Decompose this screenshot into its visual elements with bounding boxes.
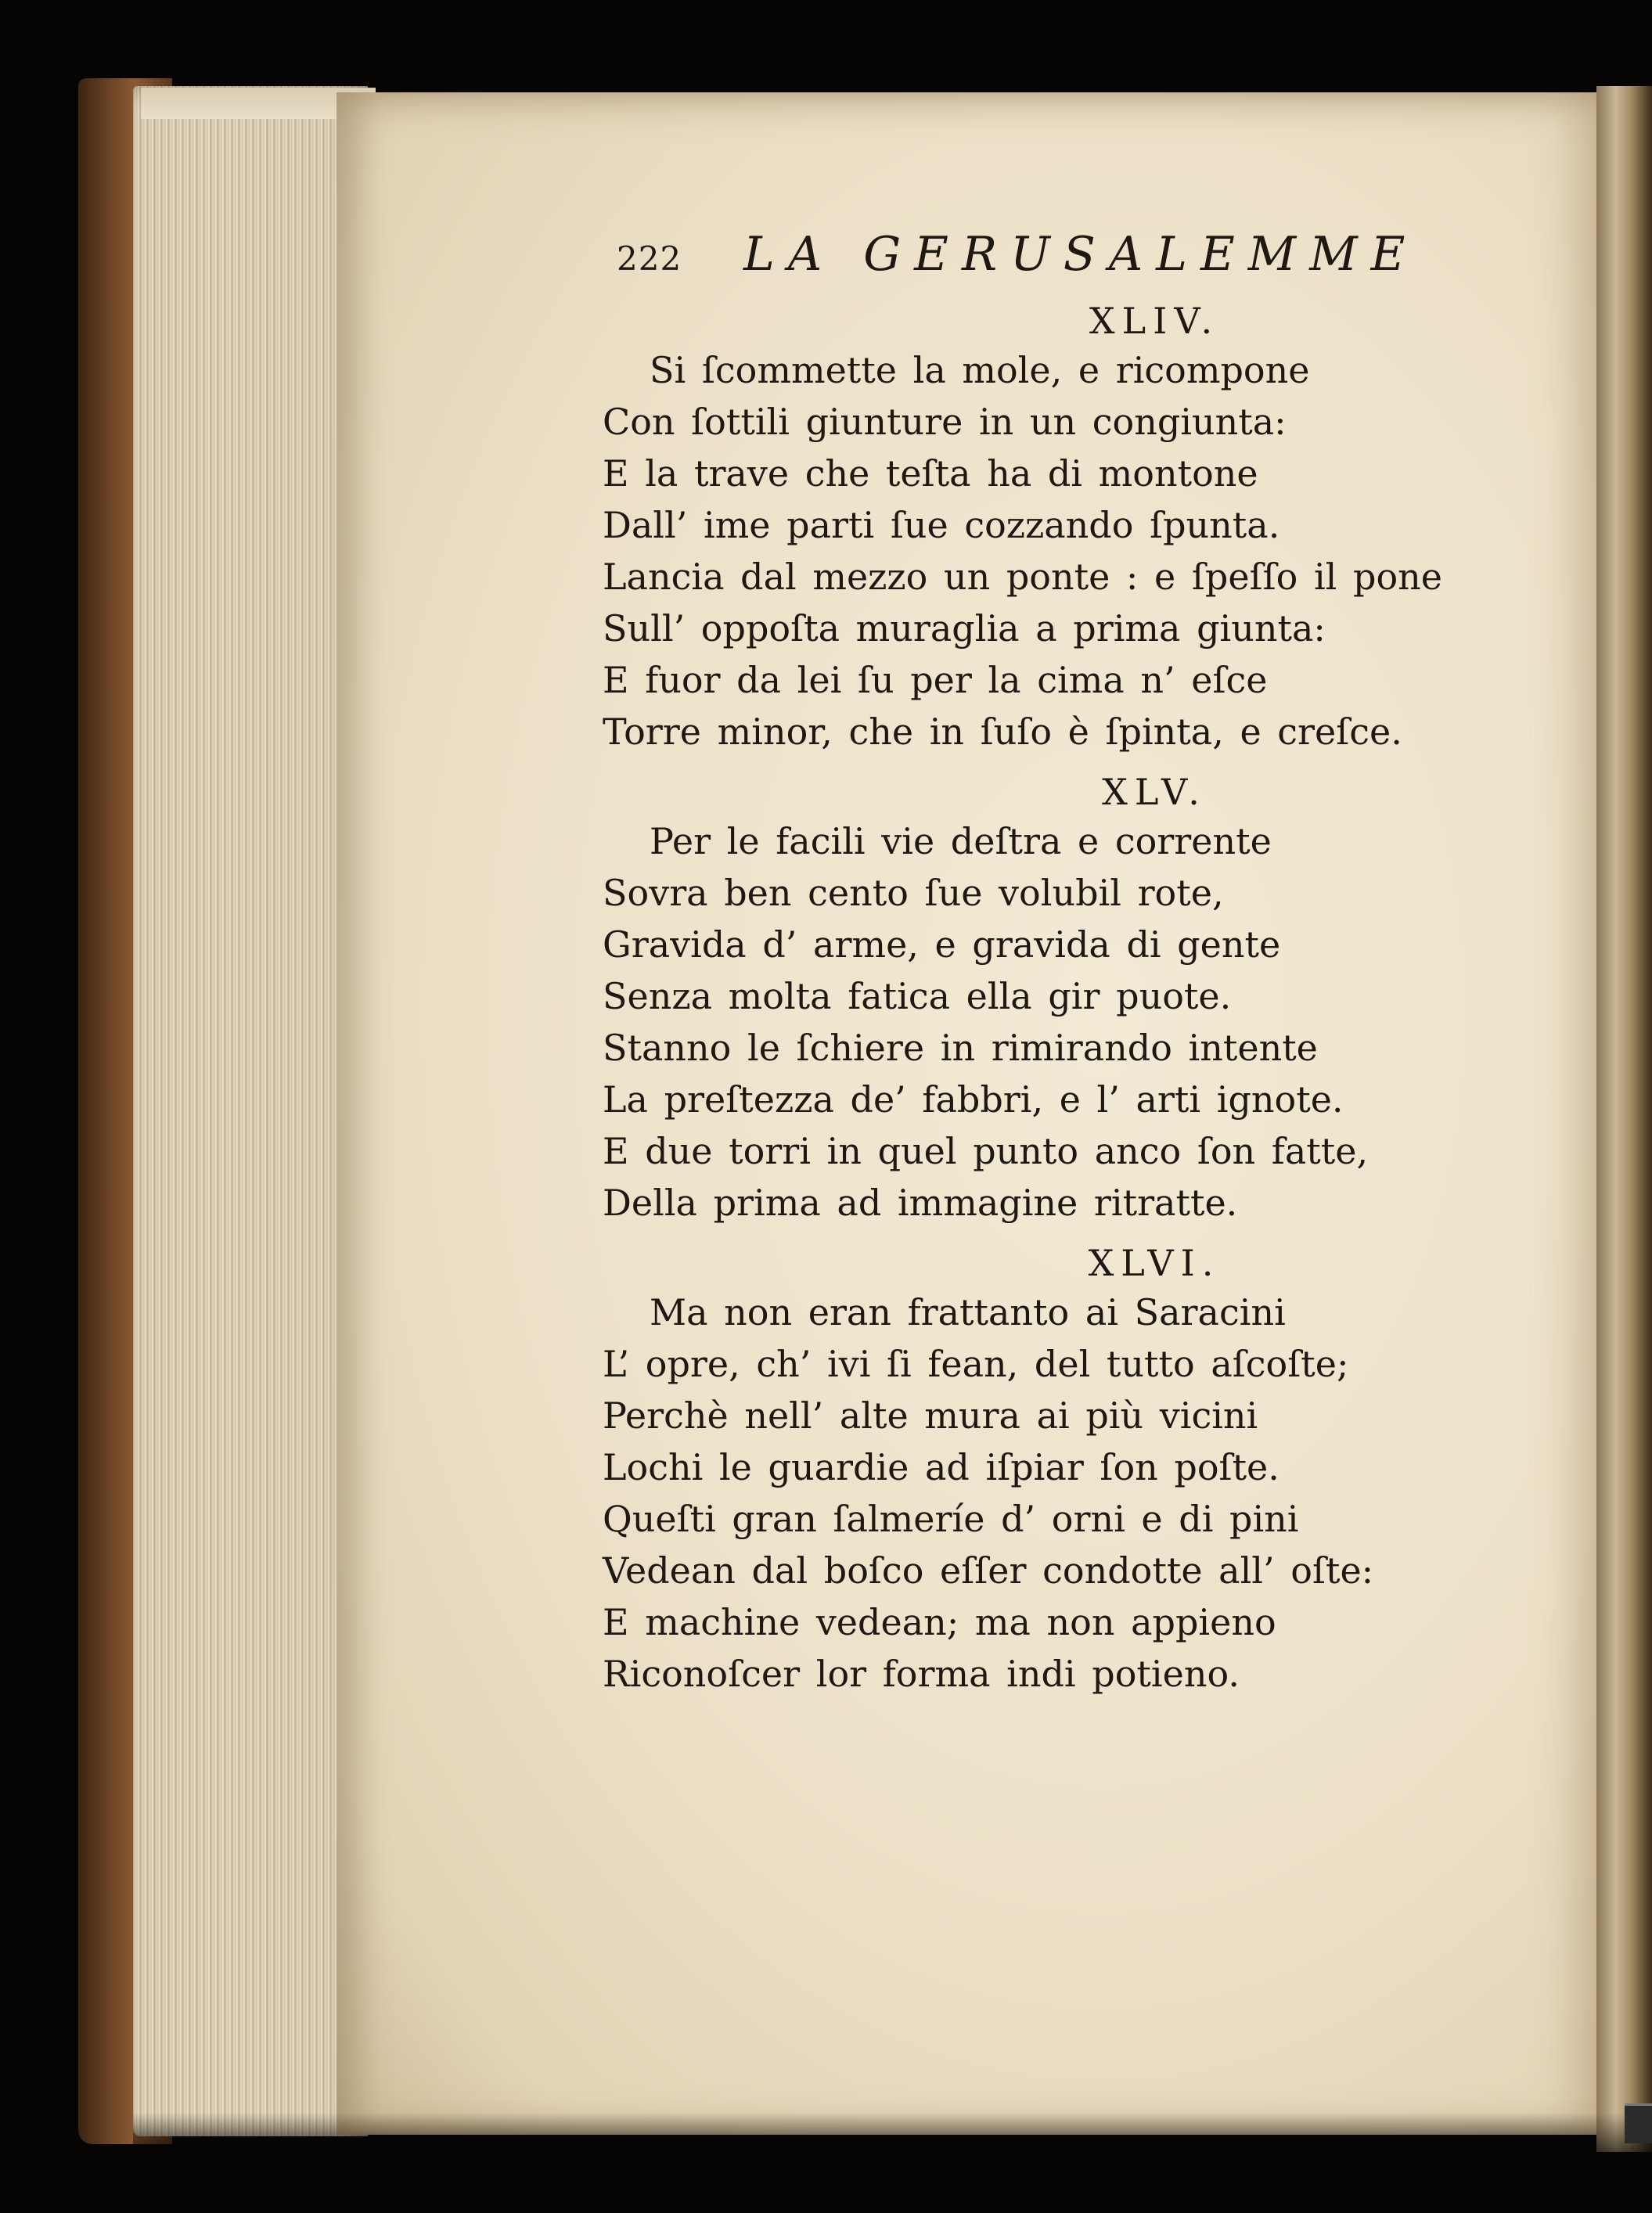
verse-line: Stanno le ſchiere in rimirando intente bbox=[603, 1027, 1318, 1069]
stanza-number: XLVI. bbox=[1088, 1242, 1221, 1284]
facing-page-gutter bbox=[1596, 86, 1652, 2152]
bottom-shadow bbox=[133, 2113, 1652, 2213]
verse-line: E la trave che teſta ha di montone bbox=[603, 452, 1258, 495]
verse-line: Si ſcommette la mole, e ricompone bbox=[650, 349, 1310, 391]
verse-line: Per le facili vie deſtra e corrente bbox=[650, 820, 1272, 862]
page-number: 222 bbox=[617, 239, 682, 278]
verse-line: Senza molta fatica ella gir puote. bbox=[603, 975, 1232, 1017]
verse-line: Lancia dal mezzo un ponte : e ſpeſſo il pone bbox=[603, 556, 1442, 598]
verse-line: Ma non eran frattanto ai Saracini bbox=[650, 1291, 1286, 1333]
verse-line: Torre minor, che in ſuſo è ſpinta, e creſce. bbox=[603, 711, 1402, 753]
verse-line: Con ſottili giunture in un congiunta: bbox=[603, 401, 1287, 443]
verse-line: Riconoſcer lor forma indi potieno. bbox=[603, 1653, 1240, 1695]
verse-line: Lochi le guardie ad iſpiar ſon poſte. bbox=[603, 1446, 1279, 1488]
stanza bbox=[603, 768, 1557, 1229]
page-edges bbox=[133, 86, 368, 2136]
running-head bbox=[603, 227, 1557, 297]
verse-line: E fuor da lei ſu per la cima n’ eſce bbox=[603, 659, 1268, 701]
scan-ruler-tick bbox=[1625, 2103, 1652, 2143]
verse-line: Perchè nell’ alte mura ai più vicini bbox=[603, 1394, 1258, 1437]
verse-line: Sull’ oppoſta muraglia a prima giunta: bbox=[603, 607, 1326, 650]
verse-line: Gravida d’ arme, e gravida di gente bbox=[603, 923, 1281, 966]
book-title: LA GERUSALEMME bbox=[743, 227, 1419, 282]
verse-line: Della prima ad immagine ritratte. bbox=[603, 1182, 1238, 1224]
verse-line: E machine vedean; ma non appieno bbox=[603, 1601, 1276, 1643]
page-text bbox=[603, 227, 1557, 1711]
stanza-number: XLIV. bbox=[1089, 300, 1220, 342]
stanza bbox=[603, 1240, 1557, 1700]
stanza bbox=[603, 297, 1557, 757]
stanza-number: XLV. bbox=[1102, 771, 1207, 813]
verse-line: Queſti gran ſalmeríe d’ orni e di pini bbox=[603, 1498, 1299, 1540]
verse-line: L’ opre, ch’ ivi ſi fean, del tutto aſcoſte; bbox=[603, 1343, 1349, 1385]
verse-line: Sovra ben cento ſue volubil rote, bbox=[603, 872, 1224, 914]
verse-line: Vedean dal boſco eſſer condotte all’ oſte: bbox=[603, 1549, 1374, 1592]
verse-line: Dall’ ime parti ſue cozzando ſpunta. bbox=[603, 504, 1280, 546]
verse-line: La preſtezza de’ fabbri, e l’ arti ignote. bbox=[603, 1078, 1344, 1121]
verse-line: E due torri in quel punto anco ſon fatte, bbox=[603, 1130, 1369, 1172]
